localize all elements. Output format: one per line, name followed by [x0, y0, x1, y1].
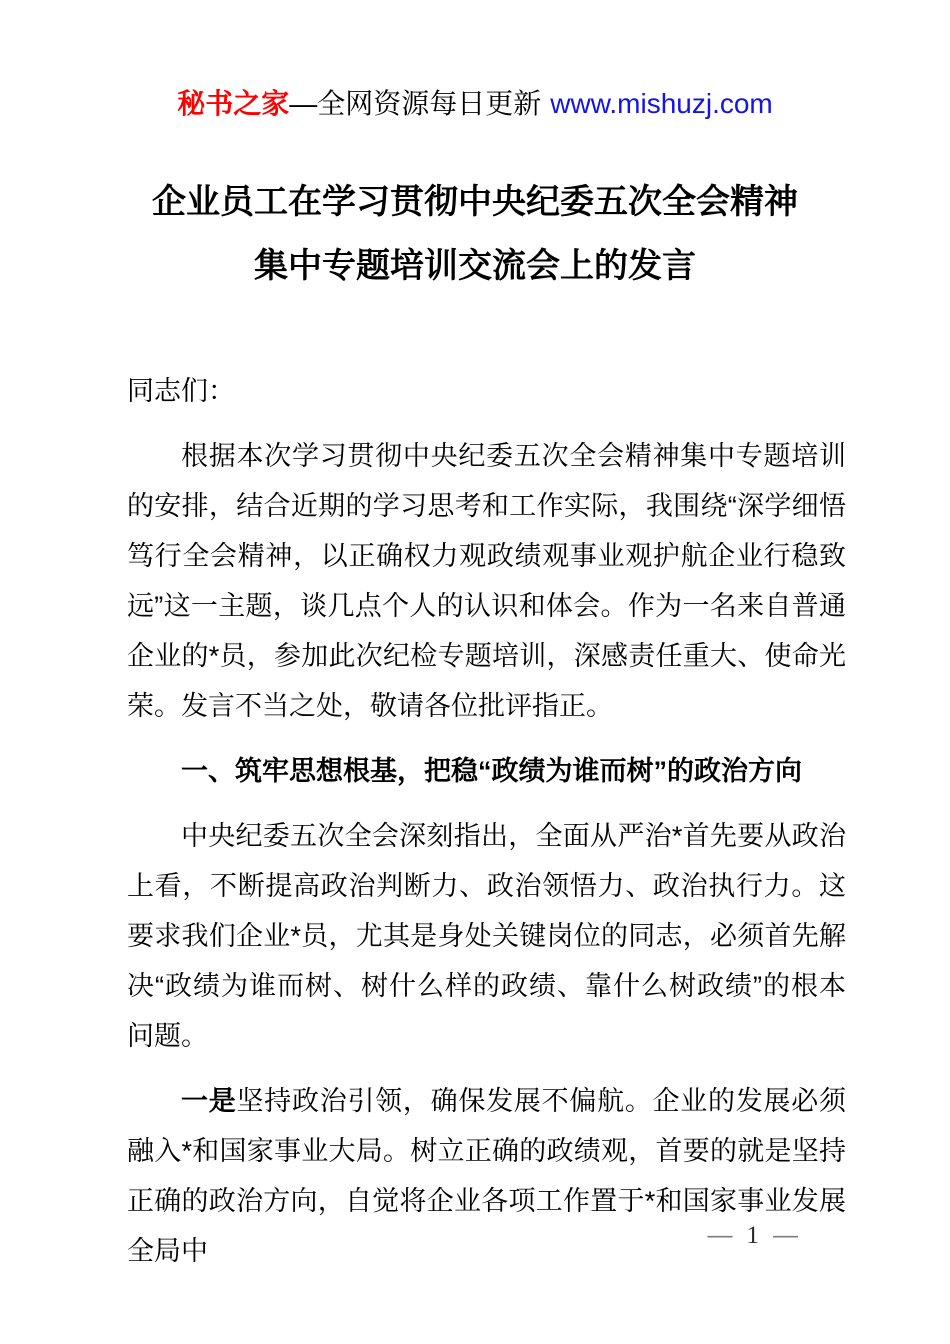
page-footer: [708, 1220, 799, 1251]
document-body: [127, 366, 846, 1291]
site-header: [0, 86, 950, 122]
section-heading-1: 一、筑牢思想根基，把稳“政绩为谁而树”的政治方向: [181, 756, 802, 786]
header-separator: —: [289, 88, 318, 119]
site-url-link[interactable]: www.mishuzj.com: [550, 88, 773, 119]
page-number: 1: [746, 1222, 759, 1249]
point-1-text: 坚持政治引领，确保发展不偏航。企业的发展必须融入*和国家事业大局。树立正确的政绩观，首要的就是坚持正确的政治方向，自觉将企业各项工作置于*和国家事业发展全局中: [127, 1086, 847, 1266]
footer-dash-left: —: [707, 1221, 733, 1249]
document-title: [0, 170, 950, 298]
salutation: 同志们：: [127, 376, 235, 406]
paragraph-section-1: 中央纪委五次全会深刻指出，全面从严治*首先要从政治上看，不断提高政治判断力、政治领悟力、政治执行力。这要求我们企业*员，尤其是身处关键岗位的同志，必须首先解决“政绩为谁而树、树什么样的政绩、靠什么树政绩”的根本问题。: [127, 821, 846, 1051]
paragraph-intro: 根据本次学习贯彻中央纪委五次全会精神集中专题培训的安排，结合近期的学习思考和工作实际，我围绕“深学细悟笃行全会精神，以正确权力观政绩观事业观护航企业行稳致远”这一主题，谈几点个人的认识和体会。作为一名来自普通企业的*员，参加此次纪检专题培训，深感责任重大、使命光荣。发言不当之处，敬请各位批评指正。: [127, 441, 846, 721]
footer-dash-right: —: [773, 1221, 798, 1249]
title-line-2: 集中专题培训交流会上的发言: [254, 247, 696, 285]
title-line-1: 企业员工在学习贯彻中央纪委五次全会精神: [152, 183, 798, 221]
site-brand: 秘书之家: [177, 88, 290, 119]
point-1-lead: 一是: [181, 1086, 237, 1116]
header-tagline: 全网资源每日更新: [317, 88, 542, 119]
